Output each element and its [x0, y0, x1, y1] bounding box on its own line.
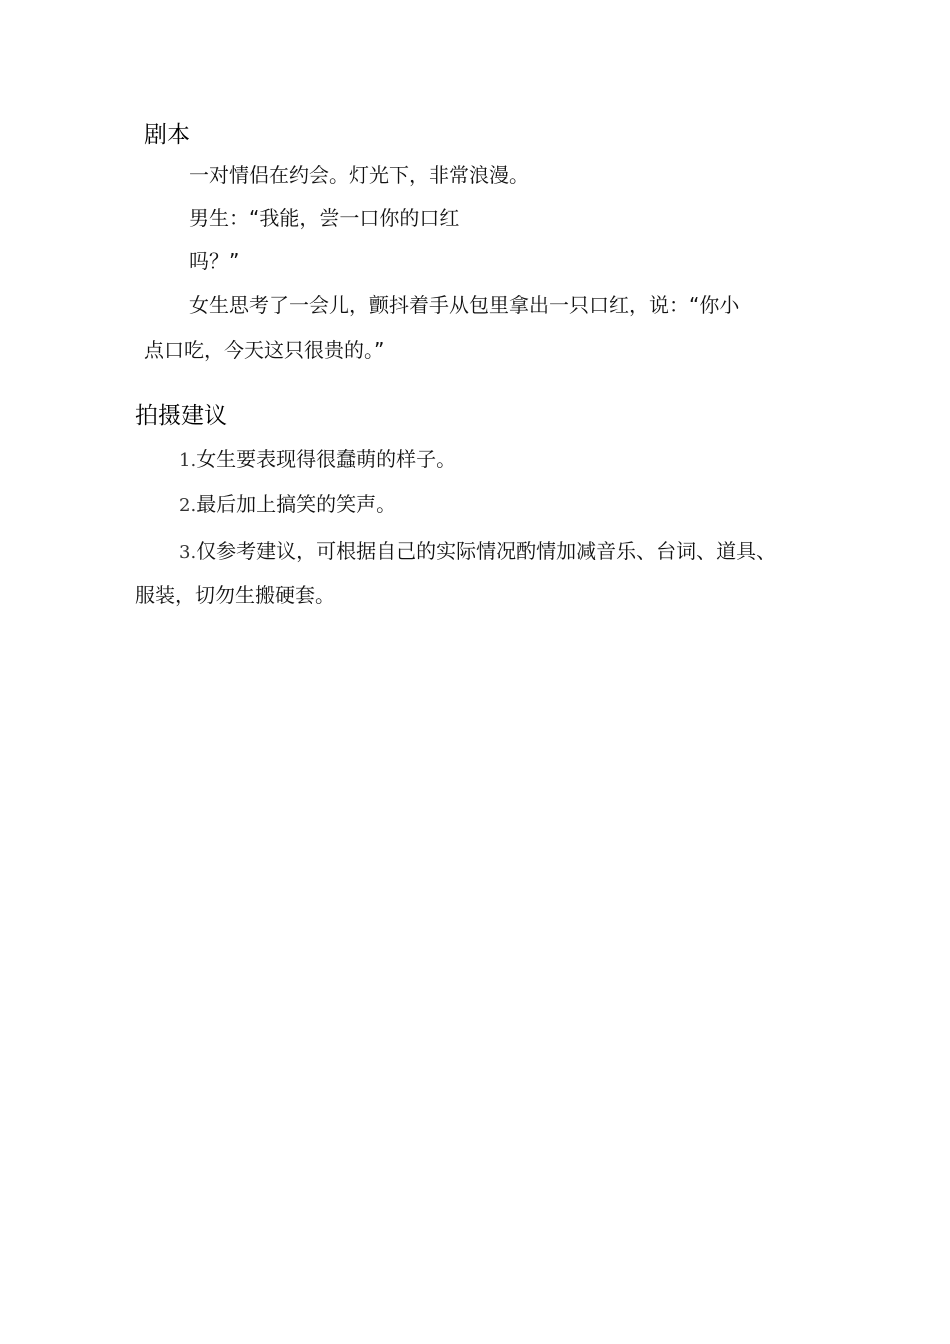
suggestion-item-3-continuation: 服装，切勿生搬硬套。 [135, 583, 335, 607]
suggestion-number-2: 2. [179, 495, 197, 516]
suggestions-heading: 拍摄建议 [135, 403, 227, 429]
suggestion-item-1 [179, 445, 456, 475]
script-line-4: 女生思考了一会儿，颤抖着手从包里拿出一只口红，说：“你小 [189, 293, 740, 317]
suggestion-item-3 [179, 537, 776, 567]
suggestion-text-3: 仅参考建议，可根据自己的实际情况酌情加减音乐、台词、道具、 [196, 539, 777, 563]
suggestion-text-2: 最后加上搞笑的笑声。 [196, 492, 397, 516]
script-line-1: 一对情侣在约会。灯光下，非常浪漫。 [189, 163, 529, 187]
script-line-3: 吗？” [189, 249, 240, 273]
suggestion-text-1: 女生要表现得很蠢萌的样子。 [196, 447, 457, 471]
script-line-2: 男生：“我能，尝一口你的口红 [189, 206, 460, 230]
suggestion-number-3: 3. [179, 542, 197, 563]
suggestion-item-2 [179, 490, 396, 520]
suggestion-number-1: 1. [179, 450, 197, 471]
script-line-5: 点口吃，今天这只很贵的。” [144, 338, 385, 362]
script-heading: 剧本 [144, 122, 190, 148]
